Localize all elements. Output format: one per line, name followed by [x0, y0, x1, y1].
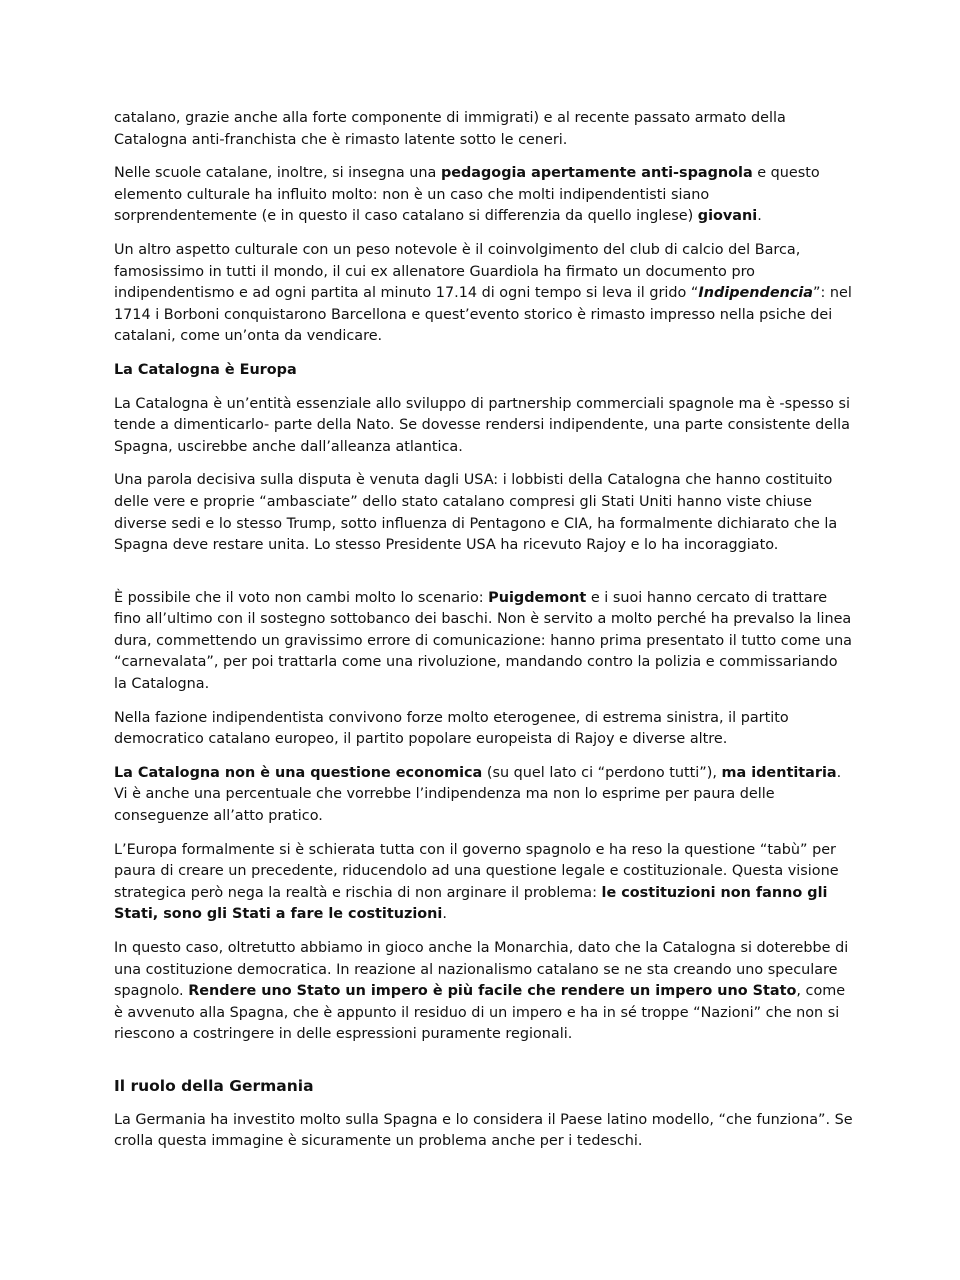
body-text: . Vi è anche una percentuale che vorrebbe l’indipendenza ma non lo esprime per paura delle conseguenze all’atto pratico.: [114, 764, 842, 825]
paragraph: [114, 394, 854, 459]
emphasis-text: Rendere uno Stato un impero è più facile che rendere un impero uno Stato: [188, 983, 797, 1000]
body-text: catalano, grazie anche alla forte componente di immigrati) e al recente passato armato della Catalogna anti-franchista che è rimasto latente sotto le ceneri.: [114, 110, 786, 148]
body-text: (su quel lato ci “perdono tutti”),: [482, 764, 722, 781]
emphasis-text: pedagogia apertamente anti-spagnola: [440, 165, 753, 182]
body-text: Un altro aspetto culturale con un peso notevole è il coinvolgimento del club di calcio del Barca, famosissimo in tutti il mondo, il cui ex allenatore Guardiola ha firmato un documento pro indipendentismo e ad ogni partita al minuto 17.14 di ogni tempo si leva il grido “: [114, 241, 801, 302]
paragraph: [114, 763, 854, 828]
paragraph: [114, 1110, 854, 1153]
paragraph: [114, 240, 854, 348]
body-text: La Catalogna è Europa: [114, 361, 297, 378]
paragraph: [114, 708, 854, 751]
body-text: e i suoi hanno cercato di trattare fino all’ultimo con il sostegno sottobanco dei baschi. Non è servito a molto perché ha prevalso la linea dura, commettendo un gravissimo errore di comunicazione: hanno prima presentato il tutto come una “carnevalata”, per poi trattarla come una rivoluzione, mandando contro la polizia e commissariando la Catalogna.: [114, 589, 853, 693]
paragraph: [114, 163, 854, 228]
emphasis-text: giovani: [697, 208, 758, 225]
section-heading: [114, 360, 854, 382]
body-text: Una parola decisiva sulla disputa è venuta dagli USA: i lobbisti della Catalogna che hanno costituito delle vere e proprie “ambasciate” dello stato catalano compresi gli Stati Uniti hanno viste chiuse diverse sedi e lo stesso Trump, sotto influenza di Pentagono e CIA, ha formalmente dichiarato che la Spagna deve restare unita. Lo stesso Presidente USA ha ricevuto Rajoy e lo ha incoraggiato.: [114, 472, 838, 554]
paragraph: [114, 470, 854, 556]
body-text: Nella fazione indipendentista convivono forze molto eterogenee, di estrema sinistra, il partito democratico catalano europeo, il partito popolare europeista di Rajoy e diverse altre.: [114, 709, 789, 748]
body-text: Il ruolo della Germania: [114, 1076, 314, 1095]
emphasis-text: Puigdemont: [488, 589, 587, 606]
emphasis-text: ma identitaria: [721, 764, 837, 781]
body-text: .: [757, 208, 762, 225]
paragraph: [114, 108, 854, 151]
body-text: L’Europa formalmente si è schierata tutta con il governo spagnolo e ha reso la questione “tabù” per paura di creare un precedente, riducendolo ad una questione legale e costituzionale. Questa visione strategica però nega la realtà e rischia di non arginare il problema:: [114, 841, 839, 901]
paragraph: [114, 588, 854, 696]
body-text: , come è avvenuto alla Spagna, che è appunto il residuo di un impero e ha in sé troppe “Nazioni” che non si riescono a costringere in delle espressioni puramente regionali.: [114, 983, 846, 1043]
body-text: È possibile che il voto non cambi molto lo scenario:: [114, 589, 489, 606]
emphasis-text: le costituzioni non fanno gli Stati, sono gli Stati a fare le costituzioni: [114, 884, 828, 923]
body-text: .: [442, 906, 447, 923]
section-heading: [114, 1076, 854, 1098]
document-page: [114, 108, 854, 1165]
body-text: In questo caso, oltretutto abbiamo in gioco anche la Monarchia, dato che la Catalogna si doterebbe di una costituzione democratica. In reazione al nazionalismo catalano se ne sta creando uno speculare spagnolo.: [114, 940, 849, 1000]
body-text: e questo elemento culturale ha influito molto: non è un caso che molti indipendentisti siano sorprendentemente (e in questo il caso catalano si differenzia da quello inglese): [114, 165, 820, 225]
body-text: La Catalogna è un’entità essenziale allo sviluppo di partnership commerciali spagnole ma è -spesso si tende a dimenticarlo- parte della Nato. Se dovesse rendersi indipendente, una parte consistente della Spagna, uscirebbe anche dall’alleanza atlantica.: [114, 395, 850, 455]
emphasis-text: La Catalogna non è una questione economica: [114, 764, 483, 781]
emphasis-text: Indipendencia: [698, 285, 813, 302]
paragraph: [114, 840, 854, 926]
body-text: ”: nel 1714 i Borboni conquistarono Barcellona e quest’evento storico è rimasto impresso nella psiche dei catalani, come un’onta da vendicare.: [114, 285, 852, 345]
body-text: Nelle scuole catalane, inoltre, si insegna una: [114, 165, 441, 182]
paragraph: [114, 938, 854, 1046]
body-text: La Germania ha investito molto sulla Spagna e lo considera il Paese latino modello, “che funziona”. Se crolla questa immagine è sicuramente un problema anche per i tedeschi.: [114, 1111, 853, 1150]
